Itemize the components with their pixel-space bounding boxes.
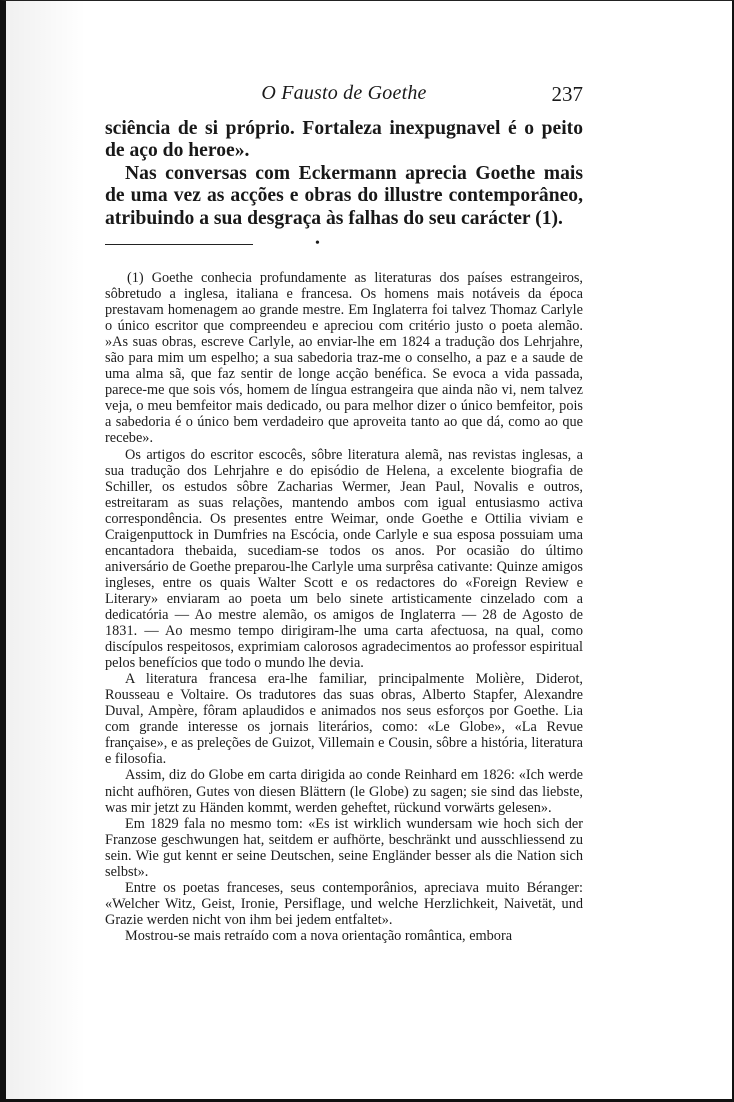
main-text — [105, 118, 583, 230]
running-head — [105, 82, 583, 112]
footnote-paragraph: Os artigos do escritor escocês, sôbre literatura alemã, nas revistas inglesas, a sua tradução dos Lehrjahre e do episódio de Helena, a excelente biografia de Schiller, os estudos sôbre Zacharias Wermer, Jean Paul, Novalis e outros, estreitaram as suas relações, mantendo ambos com igual entusiasmo activa correspondência. Os presentes entre Weimar, onde Goethe e Ottilia viviam e Craigenputtock in Dumfries na Escócia, onde Carlyle e sua esposa possuiam uma encantadora thebaida, sucediam-se todos os anos. Por ocasião do último aniversário de Goethe preparou-lhe Carlyle uma surprêsa cativante: Quinze amigos ingleses, entre os quais Walter Scott e os redactores do «Foreign Review e Literary» enviaram ao poeta um belo sinete artisticamente cinzelado com a dedicatória — Ao mestre alemão, os amigos de Inglaterra — 28 de Agosto de 1831. — Ao mesmo tempo dirigiram-lhe uma carta afectuosa, na qual, como discípulos respeitosos, exprimiam calorosos agradecimentos ao professor espiritual pelos benefícios que todo o mundo lhe devia. — [105, 446, 583, 672]
footnote-paragraph: A literatura francesa era-lhe familiar, principalmente Molière, Diderot, Rousseau e Voltaire. Os tradutores das suas obras, Alberto Stapfer, Alexandre Duval, Ampère, fôram aplaudidos e animados nos seus esforços por Goethe. Lia com grande interesse os jornais literários, como: «Le Globe», «La Revue française», e as preleções de Guizot, Villemain e Cousin, sôbre a história, literatura e filosofia. — [105, 671, 583, 768]
footnote-paragraph: (1) Goethe conhecia profundamente as literaturas dos países estrangeiros, sôbretudo a inglesa, italiana e francesa. Os homens mais notáveis da época prestavam homenagem ao grande mestre. Em Inglaterra foi talvez Thomaz Carlyle o único escritor que compreendeu e apreciou com critério justo o poeta alemão. »As suas obras, escreve Carlyle, ao enviar-lhe em 1824 a tradução dos Lehrjahre, são para mim um espelho; a sua sabedoria traz-me o conselho, a paz e a saude de uma alma sã, que faz sentir de longe acção benéfica. Se evoca a vida passada, parece-me que sois vós, homem de língua estrangeira que ainda não vi, nem talvez veja, o meu bemfeitor mais dedicado, ou para melhor dizer o único bemfeitor, pois a sabedoria é o único bem verdadeiro que aproveita tanto ao que dá, como ao que recebe». — [105, 270, 583, 447]
footnotes — [105, 270, 583, 944]
separator-mark: • — [315, 236, 320, 251]
running-title: O Fausto de Goethe — [261, 82, 427, 104]
footnote-paragraph: Entre os poetas franceses, seus contemporânios, apreciava muito Béranger: «Welcher Witz, Geist, Ironie, Persiflage, und welche Herzlichkeit, Naivetät, und Grazie werden nicht von ihm bei jedem entfaltet». — [105, 879, 583, 928]
page-number: 237 — [551, 82, 583, 106]
footnote-paragraph: Mostrou-se mais retraído com a nova orientação romântica, embora — [125, 927, 513, 944]
main-paragraph: Nas conversas com Eckermann aprecia Goethe mais de uma vez as acções e obras do illustre contemporâneo, atribuindo a sua desgraça às falhas do seu carácter (1). — [105, 162, 583, 229]
main-paragraph: sciência de si próprio. Fortaleza inexpugnavel é o peito de aço do heroe». — [105, 118, 583, 162]
footnote-rule — [105, 244, 253, 245]
footnote-paragraph: Em 1829 fala no mesmo tom: «Es ist wirklich wundersam wie hoch sich der Franzose geschwungen hat, seitdem er aufhörte, beschränkt und ausschliessend zu sein. Wie gut kennt er seine Deutschen, seine Engländer besser als die Nation sich selbst». — [105, 815, 583, 880]
binding-shadow — [6, 0, 86, 1099]
footnote-paragraph: Assim, diz do Globe em carta dirigida ao conde Reinhard em 1826: «Ich werde nicht aufhören, Gutes von diesen Blättern (le Globe) zu sagen; sie sind das liebste, was mir jetzt zu Händen kommt, werden geheftet, rückund vorwärts gelesen». — [105, 767, 583, 816]
